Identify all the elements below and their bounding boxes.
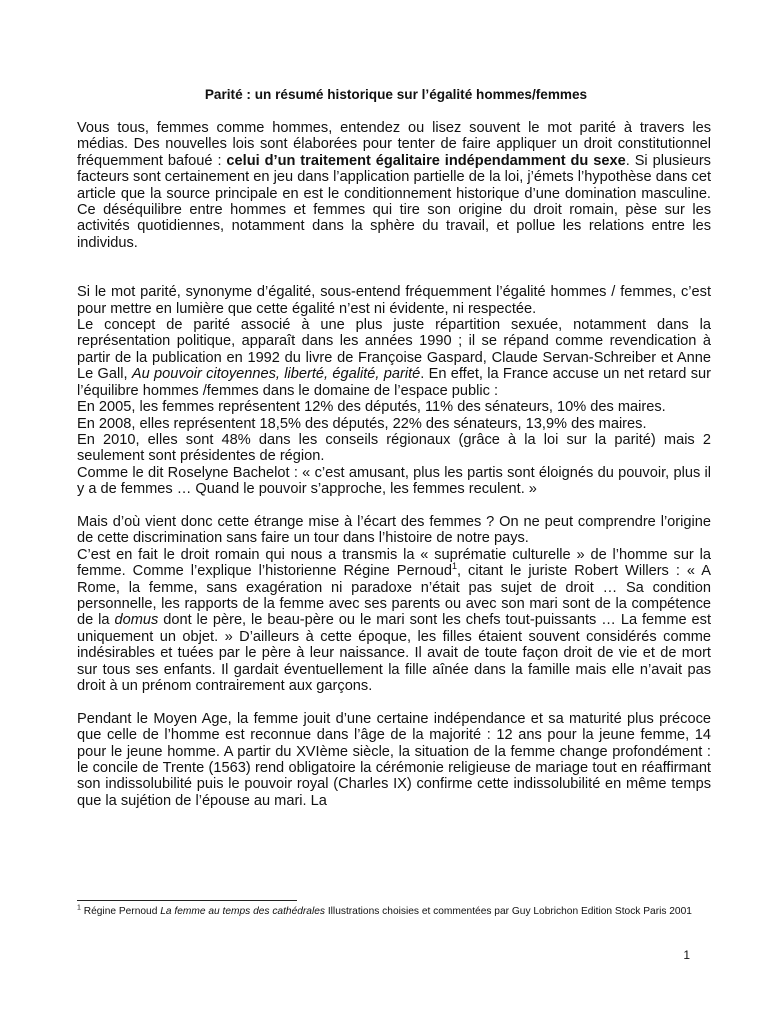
text-run: Le concept de parité associé à une plus juste répartition sexuée, notamment dans la représentation politique, apparaît dans les années 1990 ; il se répand comme revendication à partir de la publication en 1992 du livre de Françoise Gaspard, Claude Servan-Schreiber et Anne Le Gall, — [77, 317, 711, 383]
paragraph-stats-2010: En 2010, elles sont 48% dans les conseils régionaux (grâce à la loi sur la parité) mais 2 seulement sont présidentes de région. — [77, 431, 711, 465]
footnote-reference[interactable]: 1 — [451, 561, 457, 572]
footnote-section — [77, 900, 715, 919]
document-body — [77, 120, 711, 809]
paragraph-quote-bachelot: Comme le dit Roselyne Bachelot : « c’est amusant, plus les partis sont éloignés du pouvoir, plus il y a de femmes … Quand le pouvoir s’approche, les femmes reculent. » — [77, 464, 711, 498]
text-run: . En effet, la France accuse un net retard sur l’équilibre hommes /femmes dans le domaine de l’espace public : — [77, 366, 711, 399]
paragraph-middle-ages: Pendant le Moyen Age, la femme jouit d’une certaine indépendance et sa maturité plus précoce que celle de l’homme est reconnue dans l’âge de la majorité : 12 ans pour la jeune femme, 14 pour le jeune homme. A partir du XVIème siècle, la situation de la femme change profondément : le concile de Trente (1563) rend obligatoire la cérémonie religieuse de mariage tout en réaffirmant son indissolubilité puis le pouvoir royal (Charles IX) confirme cette indissolubilité en même temps que la sujétion de l’épouse au mari. La — [77, 710, 711, 809]
italic-term: domus — [114, 612, 159, 629]
text-run: Régine Pernoud — [80, 906, 161, 917]
book-title: Au pouvoir citoyennes, liberté, égalité, parité — [131, 366, 421, 383]
text-run: C’est en fait le droit romain qui nous a transmis la « suprématie culturelle » de l’homme sur la femme. Comme l’explique l’historienne Régine Pernoud — [77, 546, 711, 580]
text-run: , citant le juriste Robert Willers : « A Rome, la femme, sans exagération ni paradoxe n’était pas sujet de droit … Sa condition personnelle, les rapports de la femme avec ses parents ou avec son mari sont de la compétence de la — [77, 563, 711, 629]
text-run: dont le père, le beau-père ou le mari sont les chefs tout-puissants … La femme est uniquement un objet. » D’ailleurs à cette époque, les filles étaient souvent considérés comme indésirables et tuées par le père à leur naissance. Il avait de toute façon droit de vie et de mort sur tous ses enfants. Il gardait éventuellement la fille aînée dans la famille mais elle n’avait pas droit à un prénom contrairement aux garçons. — [77, 612, 711, 694]
paragraph-stats-2005: En 2005, les femmes représentent 12% des députés, 11% des sénateurs, 10% des maires. — [77, 399, 666, 416]
text-run: Vous tous, femmes comme hommes, entendez ou lisez souvent le mot parité à travers les médias. Des nouvelles lois sont élaborées pour tenter de faire appliquer un droit constitutionnel fréquemment bafoué : — [77, 120, 711, 169]
page-number: 1 — [683, 948, 690, 962]
bold-phrase: celui d’un traitement égalitaire indépendamment du sexe — [226, 152, 626, 169]
footnote-divider — [77, 900, 297, 901]
text-run: Illustrations choisies et commentées par Guy Lobrichon Edition Stock Paris 2001 — [325, 906, 692, 917]
paragraph-parity-definition: Si le mot parité, synonyme d’égalité, sous-entend fréquemment l’égalité hommes / femmes, c’est pour mettre en lumière que cette égalité n’est ni évidente, ni respectée. — [77, 284, 711, 317]
paragraph-parity-concept — [77, 317, 711, 399]
paragraph-question: Mais d’où vient donc cette étrange mise à l’écart des femmes ? On ne peut comprendre l’origine de cette discrimination sans faire un tour dans l’histoire de notre pays. — [77, 513, 711, 547]
paragraph-stats-2008: En 2008, elles représentent 18,5% des députés, 22% des sénateurs, 13,9% des maires. — [77, 415, 647, 432]
paragraph-roman-law — [77, 547, 711, 695]
document-title: Parité : un résumé historique sur l’égalité hommes/femmes — [204, 87, 588, 102]
footnote-marker: 1 — [77, 904, 81, 912]
paragraph-intro — [77, 120, 711, 251]
footnote-book-title: La femme au temps des cathédrales — [160, 906, 325, 917]
footnote-1 — [77, 905, 715, 919]
text-run: . Si plusieurs facteurs sont certainement en jeu dans l’application partielle de la loi, j’émets l’hypothèse dans cet article que la source principale en est le conditionnement historique d’une domination masculine. Ce déséquilibre entre hommes et femmes qui tire son origine du droit romain, pèse sur les activités quotidiennes, notamment dans la sphère du travail, et pollue les relations entre les individus. — [77, 152, 711, 251]
